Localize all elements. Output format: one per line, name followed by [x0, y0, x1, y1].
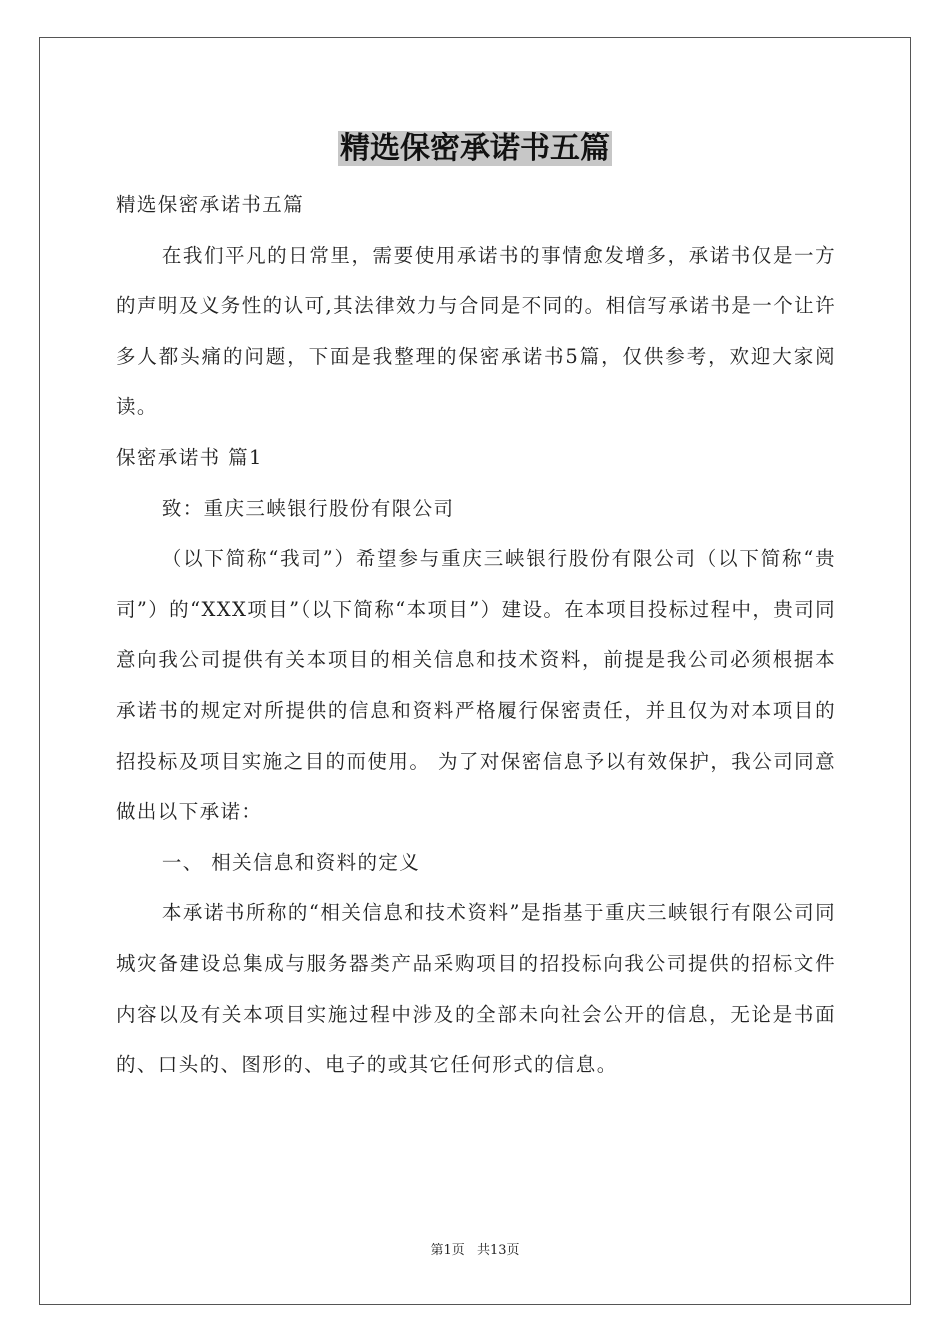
subtitle: 精选保密承诺书五篇	[116, 193, 305, 216]
clause-heading: 一、 相关信息和资料的定义	[161, 850, 421, 874]
addressee: 致：重庆三峡银行股份有限公司	[161, 496, 455, 520]
section-heading: 保密承诺书 篇1	[116, 445, 263, 469]
body-paragraph: （以下简称“我司”）希望参与重庆三峡银行股份有限公司（以下简称“贵司”）的“XXX项目”（以下简称“本项目”）建设。在本项目投标过程中，贵司同意向我公司提供有关本项目的相关信息和技术资料，前提是我公司必须根据本承诺书的规定对所提供的信息和资料严格履行保密责任，并且仅为对本项目的招投标及项目实施之目的而使用。 为了对保密信息予以有效保护，我公司同意做出以下承诺：	[116, 547, 836, 824]
definition-paragraph: 本承诺书所称的“相关信息和技术资料”是指基于重庆三峡银行有限公司同城灾备建设总集成与服务器类产品采购项目的招投标向我公司提供的招标文件内容以及有关本项目实施过程中涉及的全部未向社会公开的信息，无论是书面的、口头的、图形的、电子的或其它任何形式的信息。	[116, 901, 836, 1077]
document-title	[0, 126, 950, 172]
title-text: 精选保密承诺书五篇	[340, 131, 610, 166]
page-total: 共13页	[476, 1243, 520, 1258]
document-body	[116, 180, 836, 1091]
intro-paragraph: 在我们平凡的日常里，需要使用承诺书的事情愈发增多，承诺书仅是一方的声明及义务性的认可,其法律效力与合同是不同的。相信写承诺书是一个让许多人都头痛的问题，下面是我整理的保密承诺书5篇，仅供参考，欢迎大家阅读。	[116, 243, 836, 419]
page-number: 第1页	[430, 1243, 465, 1258]
page-footer	[0, 1239, 950, 1258]
